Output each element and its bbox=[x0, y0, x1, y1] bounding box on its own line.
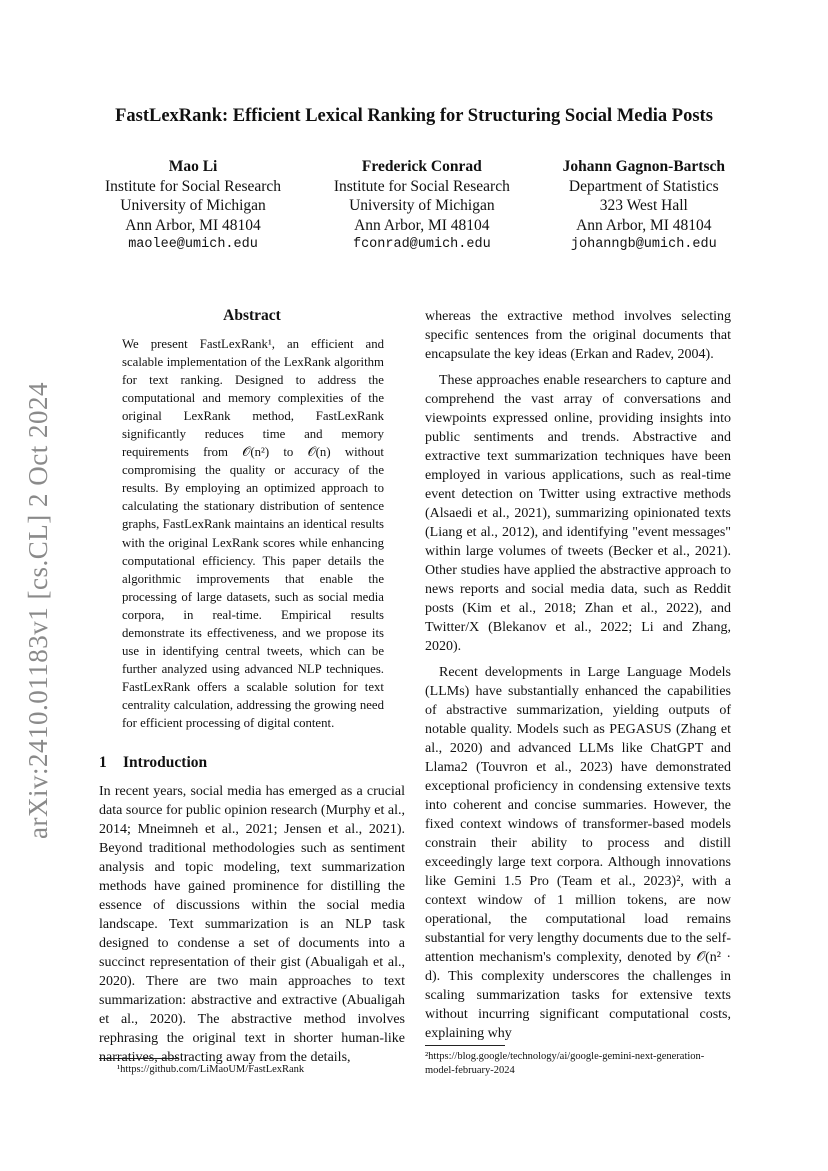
paper-title: FastLexRank: Efficient Lexical Ranking for Structuring Social Media Posts bbox=[115, 106, 713, 126]
body-paragraph: Recent developments in Large Language Models (LLMs) have substantially enhanced the capabilities of abstractive summarization, yielding outputs of notable quality. Models such as PEGASUS (Zhang et al., 2020) and advanced LLMs like ChatGPT and Llama2 (Touvron et al., 2023) have demonstrated exceptional proficiency in condensing extensive texts into coherent and concise summaries. However, the fixed context windows of transformer-based models constrain their ability to process and distill exceedingly large text corpora. Although innovations like Gemini 1.5 Pro (Team et al., 2023)², with a context window of 1 million tokens, are now operational, the computational load remains substantial for very lengthy documents due to the self-attention mechanism's complexity, denoted by 𝒪(n² · d). This complexity underscores the challenges in scaling summarization tasks for extensive texts without incurring significant computational costs, explaining why bbox=[425, 665, 731, 1041]
arxiv-stamp bbox=[18, 375, 58, 845]
section-heading bbox=[99, 754, 405, 772]
author-email: maolee@umich.edu bbox=[128, 237, 258, 252]
author-2 bbox=[334, 157, 510, 255]
author-affiliation: Institute for Social Research bbox=[105, 177, 282, 195]
right-column bbox=[425, 307, 731, 1043]
author-address-line: Ann Arbor, MI 48104 bbox=[576, 216, 712, 234]
footnote-rule bbox=[425, 1045, 505, 1046]
left-column bbox=[99, 307, 405, 1067]
author-address-line: University of Michigan bbox=[349, 197, 495, 214]
author-address-line: Ann Arbor, MI 48104 bbox=[125, 216, 261, 234]
section-title: Introduction bbox=[123, 754, 208, 772]
body-paragraph: In recent years, social media has emerged as a crucial data source for public opinion research (Murphy et al., 2014; Mneimneh et al., 2021; Jensen et al., 2021). Beyond traditional methodologies such as sentiment analysis and topic modeling, text summarization methods have gained prominence for distilling the essence of discussions within the social media landscape. Text summarization is an NLP task designed to condense a set of documents into a succinct representation of their gist (Abualigah et al., 2020). There are two main approaches to text summarization: abstractive and extractive (Abualigah et al., 2020). The abstractive method involves rephrasing the original text in shorter human-like narratives, abstracting away from the details, bbox=[99, 784, 405, 1066]
abstract-text: We present FastLexRank¹, an efficient and scalable implementation of the LexRank algorithm for text ranking. Designed to address the computational and memory complexities of the original LexRank method, FastLexRank significantly reduces time and memory requirements from 𝒪(n²) to 𝒪(n) without compromising the quality or accuracy of the results. By employing an optimized approach to calculating the stationary distribution of sentence graphs, FastLexRank maintains an identical results with the original LexRank scores while enhancing computational efficiency. This paper details the algorithmic improvements that enable the processing of large datasets, such as social media corpora, in real-time. Empirical results demonstrate its effectiveness, and we propose its use in identifying central tweets, which can be further analyzed using advanced NLP techniques. FastLexRank offers a scalable solution for text centrality calculation, addressing the growing need for efficient processing of digital content. bbox=[122, 337, 384, 730]
author-address-line: 323 West Hall bbox=[599, 197, 688, 214]
author-name: Frederick Conrad bbox=[361, 158, 482, 175]
author-email: johanngb@umich.edu bbox=[570, 237, 717, 252]
author-1 bbox=[105, 157, 281, 255]
author-affiliation: Department of Statistics bbox=[568, 177, 719, 195]
footnote-right: ²https://blog.google/technology/ai/google-gemini-next-generation-model-february-2024 bbox=[425, 1051, 705, 1076]
author-email: fconrad@umich.edu bbox=[352, 237, 491, 252]
author-name: Johann Gagnon-Bartsch bbox=[562, 158, 725, 175]
author-address-line: Ann Arbor, MI 48104 bbox=[354, 216, 490, 234]
footnote-left: ¹https://github.com/LiMaoUM/FastLexRank bbox=[117, 1064, 305, 1075]
author-name: Mao Li bbox=[168, 158, 218, 175]
arxiv-stamp-text: arXiv:2410.01183v1 [cs.CL] 2 Oct 2024 bbox=[22, 381, 53, 839]
body-paragraph: These approaches enable researchers to capture and comprehend the vast array of conversations and viewpoints expressed online, providing insights into public sentiments and trends. Abstractive and extractive text summarization techniques have been employed in various applications, such as real-time event detection on Twitter using extractive methods (Alsaedi et al., 2021), summarizing opinionated texts (Liang et al., 2012), and identifying "event messages" within large volumes of tweets (Becker et al., 2021). Other studies have applied the abstractive approach to news reports and social media data, such as Reddit posts (Kim et al., 2018; Zhan et al., 2022), and Twitter/X (Blekanov et al., 2022; Li and Zhang, 2020). bbox=[425, 373, 731, 654]
author-3 bbox=[563, 157, 725, 255]
footnote-rule bbox=[99, 1058, 179, 1059]
author-block bbox=[105, 157, 725, 255]
body-paragraph: whereas the extractive method involves selecting specific sentences from the original documents that encapsulate the key ideas (Erkan and Radev, 2004). bbox=[425, 309, 731, 362]
abstract-heading: Abstract bbox=[223, 307, 281, 324]
author-address-line: University of Michigan bbox=[120, 197, 266, 214]
author-affiliation: Institute for Social Research bbox=[333, 177, 510, 195]
section-number: 1 bbox=[99, 754, 107, 772]
